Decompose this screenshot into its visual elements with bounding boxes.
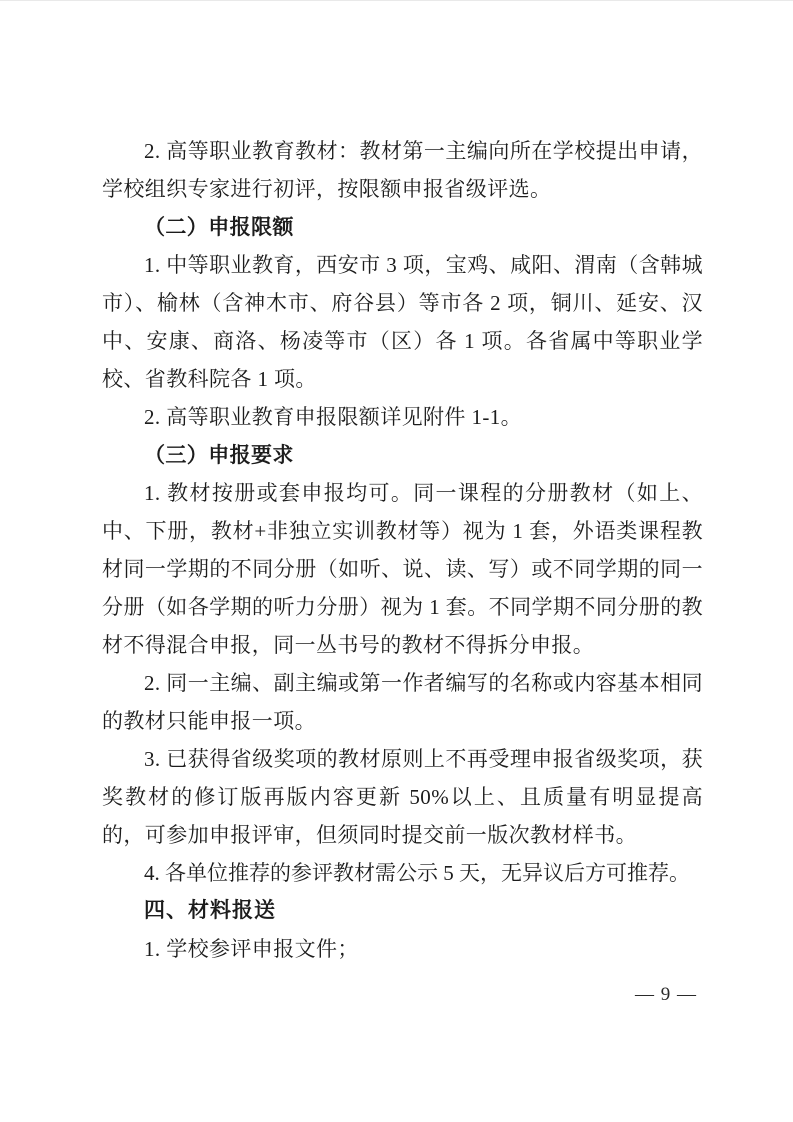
section-heading-application-quota: （二）申报限额 xyxy=(144,215,294,239)
paragraph-requirement-volume-set: 1. 教材按册或套申报均可。同一课程的分册教材（如上、中、下册，教材+非独立实训教材等）视为 1 套，外语类课程教材同一学期的不同分册（如听、说、读、写）或不同学期的同一分册（如各学期的听力分册）视为 1 套。不同学期不同分册的教材不得混合申报，同一丛书号的教材不得拆分申报。 xyxy=(102,481,703,657)
paragraph-requirement-public-notice: 4. 各单位推荐的参评教材需公示 5 天，无异议后方可推荐。 xyxy=(144,861,690,885)
paragraph-requirement-same-editor: 2. 同一主编、副主编或第一作者编写的名称或内容基本相同的教材只能申报一项。 xyxy=(102,671,703,733)
paragraph-higher-vocational-quota: 2. 高等职业教育申报限额详见附件 1-1。 xyxy=(144,405,523,429)
page-number: — 9 — xyxy=(635,984,697,1005)
paragraph-higher-vocational-procedure: 2. 高等职业教育教材：教材第一主编向所在学校提出申请，学校组织专家进行初评，按限额申报省级评选。 xyxy=(102,139,703,201)
paragraph-requirement-awarded-textbooks: 3. 已获得省级奖项的教材原则上不再受理申报省级奖项，获奖教材的修订版再版内容更新 50%以上、且质量有明显提高的，可参加申报评审，但须同时提交前一版次教材样书。 xyxy=(102,747,703,847)
document-body xyxy=(102,132,703,968)
paragraph-secondary-vocational-quota: 1. 中等职业教育，西安市 3 项，宝鸡、咸阳、渭南（含韩城市）、榆林（含神木市、府谷县）等市各 2 项，铜川、延安、汉中、安康、商洛、杨凌等市（区）各 1 项。各省属中等职业学校、省教科院各 1 项。 xyxy=(102,253,703,391)
section-heading-application-requirements: （三）申报要求 xyxy=(144,443,294,467)
paragraph-material-item-1: 1. 学校参评申报文件； xyxy=(144,937,359,961)
section-heading-material-submission: 四、材料报送 xyxy=(144,899,276,922)
